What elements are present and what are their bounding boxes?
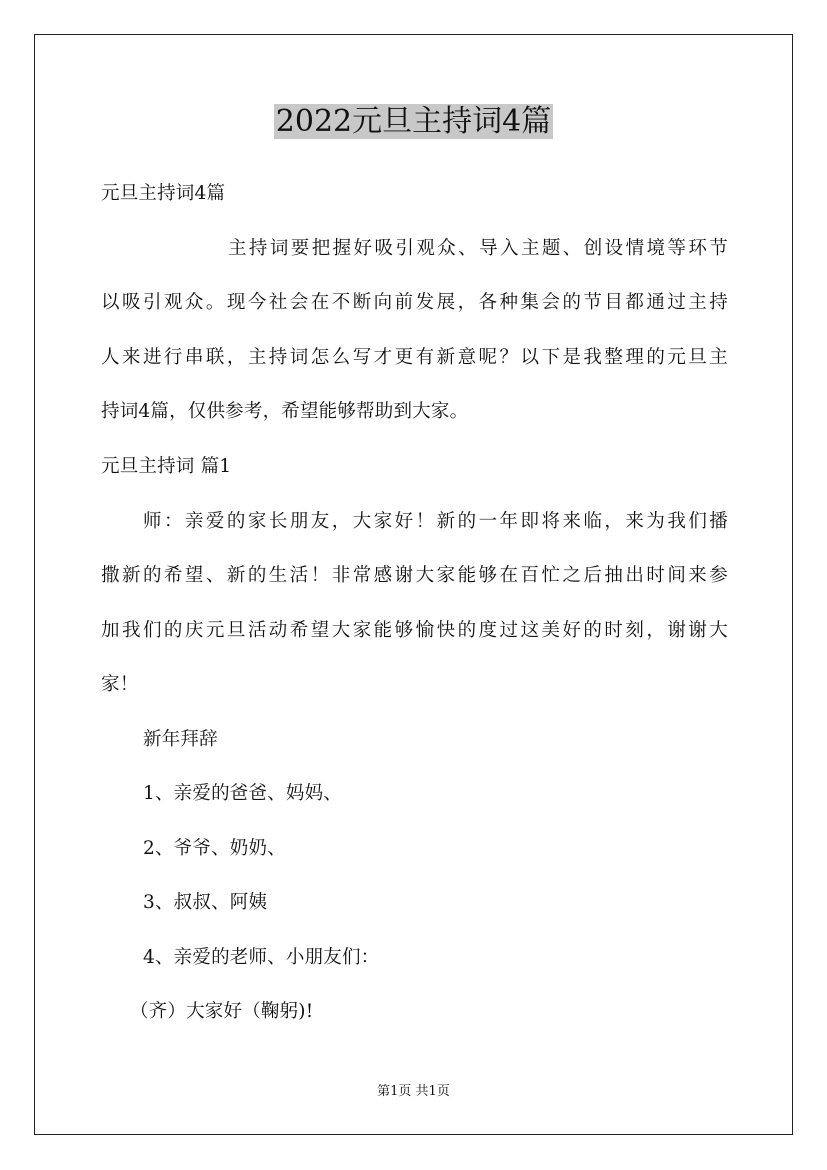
section1-heading: 元旦主持词 篇1: [101, 456, 232, 477]
page-footer: 第1页 共1页: [377, 1084, 450, 1099]
intro-line-3: 人来进行串联，主持词怎么写才更有新意呢？以下是我整理的元旦主: [101, 347, 728, 368]
list-item: 2、爷爷、奶奶、: [143, 838, 286, 859]
list-item: 1、亲爱的爸爸、妈妈、: [143, 783, 342, 804]
new-year-greeting: 新年拜辞: [143, 729, 218, 750]
intro-line-2: 以吸引观众。现今社会在不断向前发展，各种集会的节目都通过主持: [101, 292, 728, 313]
document-title: [0, 100, 827, 144]
closing-line: （齐）大家好（鞠躬)!: [130, 1001, 314, 1022]
section1-line-1: 师：亲爱的家长朋友，大家好！新的一年即将来临，来为我们播: [143, 511, 728, 532]
section1-line-3: 加我们的庆元旦活动希望大家能够愉快的度过这美好的时刻，谢谢大: [101, 620, 728, 641]
intro-line-4: 持词4篇，仅供参考，希望能够帮助到大家。: [101, 401, 469, 422]
intro-line-1: 主持词要把握好吸引观众、导入主题、创设情境等环节: [228, 238, 728, 259]
section1-line-4: 家！: [101, 674, 139, 695]
document-title-text: 2022元旦主持词4篇: [275, 104, 552, 139]
list-item: 4、亲爱的老师、小朋友们：: [143, 947, 380, 968]
document-subtitle: 元旦主持词4篇: [101, 183, 226, 204]
section1-line-2: 撒新的希望、新的生活！非常感谢大家能够在百忙之后抽出时间来参: [101, 565, 728, 586]
list-item: 3、叔叔、阿姨: [143, 892, 268, 913]
